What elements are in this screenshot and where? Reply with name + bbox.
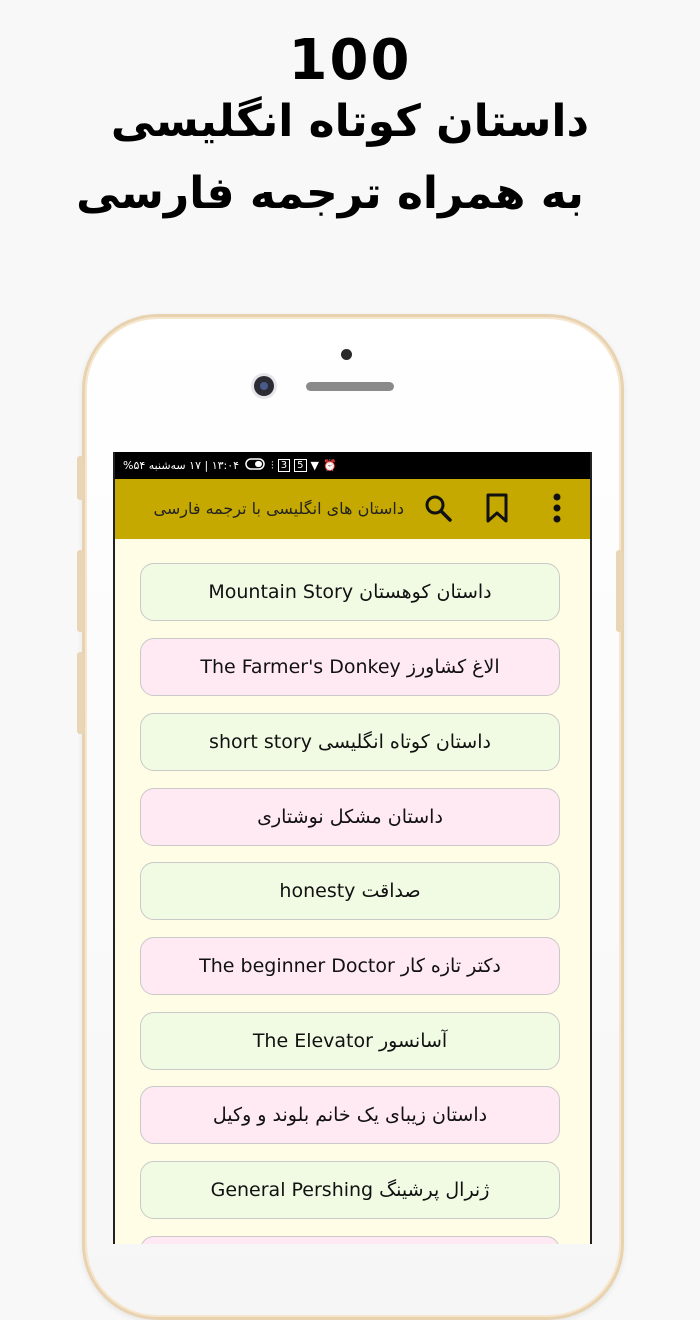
more-vert-icon[interactable] xyxy=(540,491,574,525)
phone-side-button xyxy=(77,456,84,500)
proximity-sensor xyxy=(341,349,352,360)
sim1-icon: 3 xyxy=(278,459,290,472)
status-bar xyxy=(115,452,590,479)
story-item[interactable]: دکتر تازه کار The beginner Doctor xyxy=(140,937,560,995)
promo-title-line2: به همراه ترجمه فارسی xyxy=(76,168,584,219)
promo-number: 100 xyxy=(288,28,412,93)
story-item[interactable]: داستان زیبای یک خانم بلوند و وکیل xyxy=(140,1086,560,1144)
battery-icon xyxy=(245,458,267,473)
promo-title-line1: داستان کوتاه انگلیسی xyxy=(110,96,590,147)
story-item[interactable]: الاغ کشاورز The Farmer's Donkey xyxy=(140,638,560,696)
app-screen xyxy=(113,452,592,1244)
story-item[interactable]: آسانسور The Elevator xyxy=(140,1012,560,1070)
story-item[interactable]: ژنرال پرشینگ General Pershing xyxy=(140,1161,560,1219)
bookmark-icon[interactable] xyxy=(480,491,514,525)
status-text: ۱۳:۰۴ | ۱۷ سه‌شنبه ۵۴% xyxy=(123,459,240,472)
phone-volume-down-button xyxy=(77,652,84,734)
phone-power-button xyxy=(616,550,623,632)
front-camera xyxy=(254,376,274,396)
status-icons xyxy=(245,458,337,473)
signal-icon: ⫶ xyxy=(271,458,274,472)
toolbar-title: داستان های انگلیسی با ترجمه فارسی xyxy=(153,499,404,518)
app-toolbar xyxy=(115,479,590,539)
story-item[interactable]: صداقت honesty xyxy=(140,862,560,920)
earpiece-speaker xyxy=(306,382,394,391)
wifi-icon: ▼ xyxy=(310,459,319,472)
search-icon[interactable] xyxy=(421,491,455,525)
story-item[interactable]: داستان کوتاه انگلیسی short story xyxy=(140,713,560,771)
sim2-icon: 5 xyxy=(294,459,306,472)
alarm-icon: ⏰ xyxy=(323,459,337,472)
phone-volume-up-button xyxy=(77,550,84,632)
story-item[interactable]: داستان مشکل نوشتاری xyxy=(140,788,560,846)
story-item[interactable]: داستان کوهستان Mountain Story xyxy=(140,563,560,621)
story-item[interactable] xyxy=(140,1236,560,1244)
